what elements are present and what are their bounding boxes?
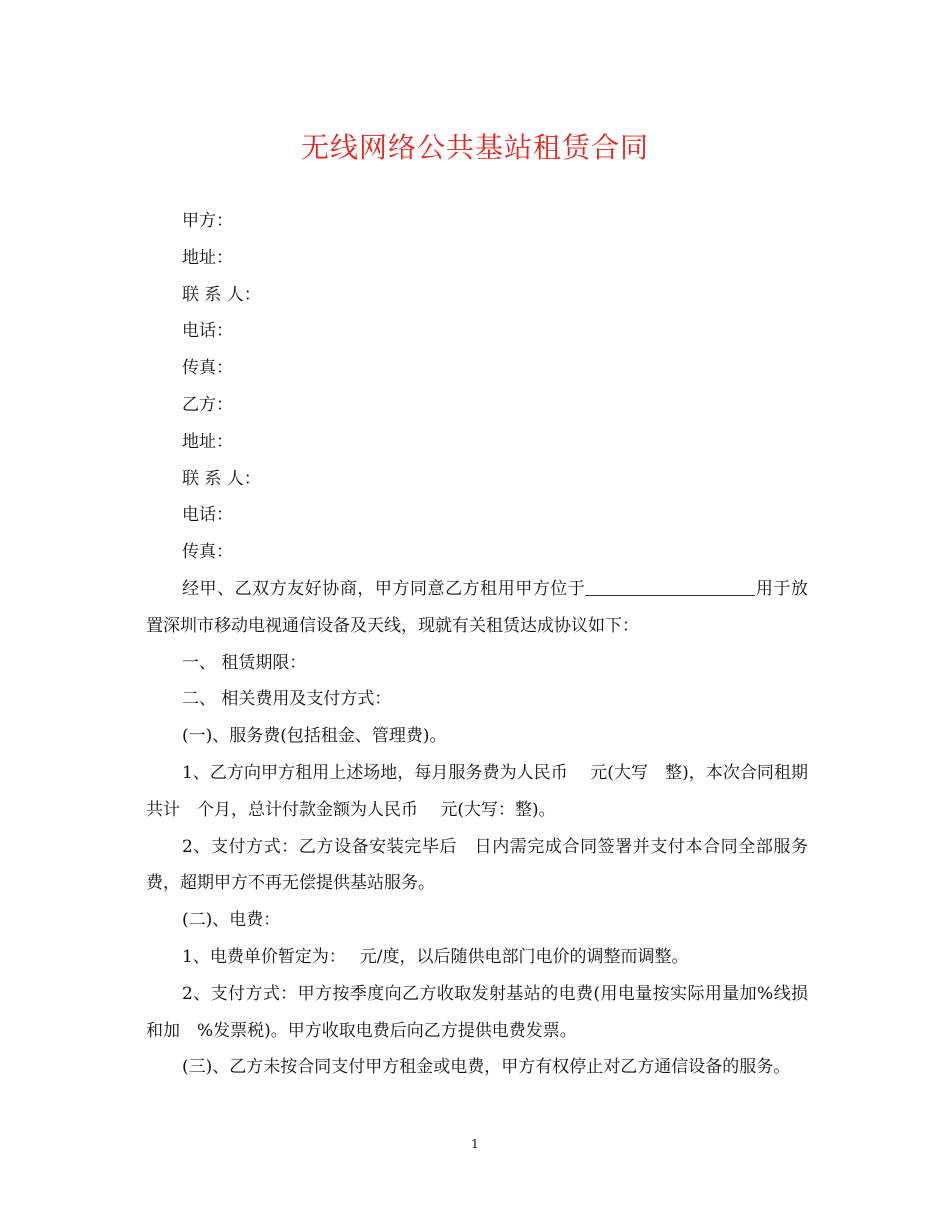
service-fee-item-1: 1、乙方向甲方租用上述场地，每月服务费为人民币 元(大写 整)，本次合同租期共计 个月，总计付款金额为人民币 元(大写：整)。 (146, 762, 808, 820)
electricity-item-2: 2、支付方式：甲方按季度向乙方收取发射基站的电费(用电量按实际用量加%线损和加 %发票税)。甲方收取电费后向乙方提供电费发票。 (146, 983, 808, 1041)
section-fees-payment: 二、 相关费用及支付方式： (182, 689, 392, 710)
electricity-heading: (二)、电费： (182, 910, 281, 931)
party-a-label: 甲方： (182, 211, 233, 231)
party-a-phone: 电话： (182, 321, 233, 342)
party-b-fax: 传真： (182, 542, 233, 563)
electricity-item-1: 1、电费单价暂定为： 元/度，以后随供电部门电价的调整而调整。 (182, 946, 689, 967)
intro-text-after-blank: 用于放置深圳市移动电视通信设备及天线，现就有关租赁达成协议如下： (146, 578, 809, 636)
intro-paragraph (146, 571, 808, 645)
document-title: 无线网络公共基站租赁合同 (300, 131, 649, 164)
party-b-address: 地址： (182, 431, 233, 452)
party-a-address: 地址： (182, 247, 233, 268)
party-b-contact: 联 系 人： (182, 468, 261, 489)
party-b-phone: 电话： (182, 505, 233, 526)
service-fee-item-2: 2、支付方式：乙方设备安装完毕后 日内需完成合同签署并支付本合同全部服务费，超期甲方不再无偿提供基站服务。 (146, 836, 808, 894)
document-body (146, 203, 808, 1086)
party-a-fax: 传真： (182, 358, 233, 379)
non-payment-clause: (三)、乙方未按合同支付甲方租金或电费，甲方有权停止对乙方通信设备的服务。 (182, 1057, 791, 1078)
section-lease-term: 一、 租赁期限： (182, 652, 307, 673)
party-b-label: 乙方： (182, 394, 233, 415)
intro-text-before-blank: 经甲、乙双方友好协商，甲方同意乙方租用甲方位于 (182, 578, 586, 599)
location-blank-line (585, 577, 755, 596)
service-fee-heading: (一)、服务费(包括租金、管理费)。 (182, 726, 447, 747)
page-number: 1 (471, 1137, 479, 1151)
party-a-contact: 联 系 人： (182, 284, 261, 305)
